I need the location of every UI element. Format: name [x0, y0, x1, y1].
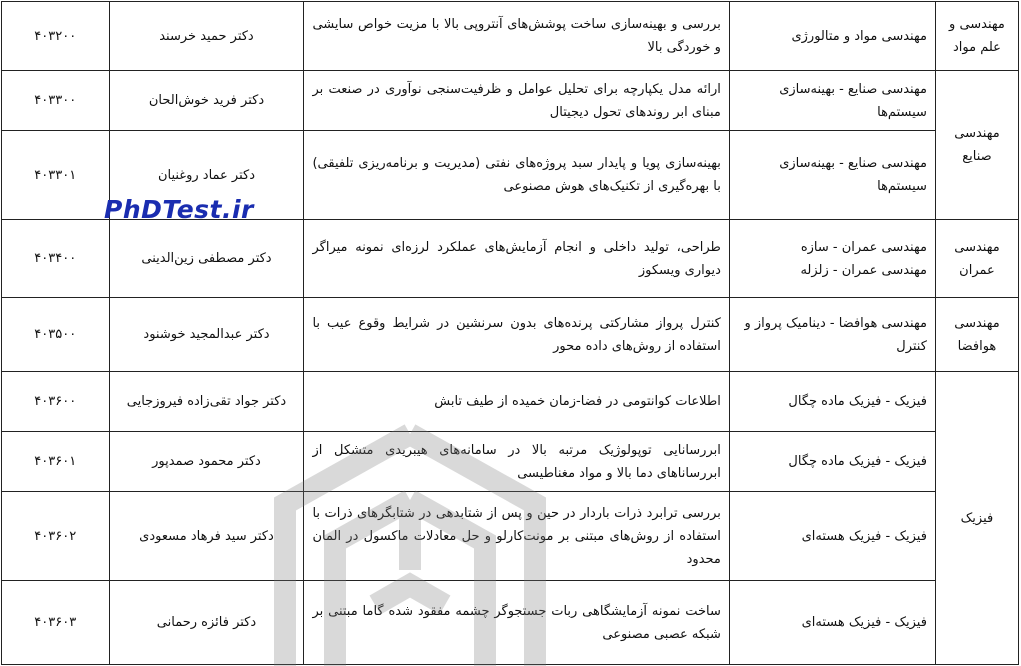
specialty-cell: مهندسی صنایع - بهینه‌سازی سیستم‌ها: [729, 71, 935, 131]
table-row: [2, 131, 1019, 220]
supervisor-cell: دکتر فرید خوش‌الحان: [109, 71, 304, 131]
supervisor-cell: دکتر عبدالمجید خوشنود: [109, 298, 304, 372]
code-cell: ۴۰۳۳۰۰: [2, 71, 110, 131]
title-cell: ساخت نمونه آزمایشگاهی ربات جستجوگر چشمه مفقود شده گاما مبتنی بر شبکه عصبی مصنوعی: [304, 581, 729, 665]
table-row: [2, 432, 1019, 492]
supervisor-cell: دکتر محمود صمدپور: [109, 432, 304, 492]
field-cell: فیزیک: [935, 372, 1018, 665]
field-cell: مهندسی و علم مواد: [935, 2, 1018, 71]
supervisor-cell: دکتر مصطفی زین‌الدینی: [109, 220, 304, 298]
specialty-cell: فیزیک - فیزیک هسته‌ای: [729, 492, 935, 581]
watermark-brand-text: PhDTest.ir: [104, 195, 254, 224]
title-cell: ارائه مدل یکپارچه برای تحلیل عوامل و ظرفیت‌سنجی نوآوری در صنعت بر مبنای ابر روندهای تحول دیجیتال: [304, 71, 729, 131]
code-cell: ۴۰۳۶۰۰: [2, 372, 110, 432]
code-cell: ۴۰۳۲۰۰: [2, 2, 110, 71]
supervisor-cell: دکتر عماد روغنیان: [109, 131, 304, 220]
table-row: [2, 581, 1019, 665]
supervisor-cell: دکتر جواد تقی‌زاده فیروزجایی: [109, 372, 304, 432]
supervisor-cell: دکتر سید فرهاد مسعودی: [109, 492, 304, 581]
specialty-cell: مهندسی هوافضا - دینامیک پرواز و کنترل: [729, 298, 935, 372]
positions-table: [1, 1, 1019, 665]
table-row: [2, 220, 1019, 298]
supervisor-cell: دکتر حمید خرسند: [109, 2, 304, 71]
title-cell: بهینه‌سازی پویا و پایدار سبد پروژه‌های نفتی (مدیریت و برنامه‌ریزی تلفیقی) با بهره‌گیری از تکنیک‌های هوش مصنوعی: [304, 131, 729, 220]
code-cell: ۴۰۳۶۰۳: [2, 581, 110, 665]
supervisor-cell: دکتر فائزه رحمانی: [109, 581, 304, 665]
field-cell: مهندسی عمران: [935, 220, 1018, 298]
title-cell: طراحی، تولید داخلی و انجام آزمایش‌های عملکرد لرزه‌ای نمونه میراگر دیواری ویسکوز: [304, 220, 729, 298]
specialty-cell: فیزیک - فیزیک ماده چگال: [729, 432, 935, 492]
field-cell: مهندسی هوافضا: [935, 298, 1018, 372]
table-row: [2, 492, 1019, 581]
specialty-cell: مهندسی صنایع - بهینه‌سازی سیستم‌ها: [729, 131, 935, 220]
specialty-cell: مهندسی مواد و متالورژی: [729, 2, 935, 71]
specialty-cell: مهندسی عمران - سازه مهندسی عمران - زلزله: [729, 220, 935, 298]
code-cell: ۴۰۳۶۰۲: [2, 492, 110, 581]
table-row: [2, 372, 1019, 432]
code-cell: ۴۰۳۶۰۱: [2, 432, 110, 492]
title-cell: کنترل پرواز مشارکتی پرنده‌های بدون سرنشین در شرایط وقوع عیب با استفاده از روش‌های داده محور: [304, 298, 729, 372]
table-row: [2, 71, 1019, 131]
table-row: [2, 298, 1019, 372]
table-row: [2, 2, 1019, 71]
title-cell: بررسی ترابرد ذرات باردار در حین و پس از شتابدهی در شتابگرهای ذرات با استفاده از روش‌های مبتنی بر مونت‌کارلو و حل معادلات ماکسول در المان محدود: [304, 492, 729, 581]
specialty-cell: فیزیک - فیزیک ماده چگال: [729, 372, 935, 432]
field-cell: مهندسی صنایع: [935, 71, 1018, 220]
code-cell: ۴۰۳۵۰۰: [2, 298, 110, 372]
code-cell: ۴۰۳۴۰۰: [2, 220, 110, 298]
title-cell: بررسی و بهینه‌سازی ساخت پوشش‌های آنتروپی بالا با مزیت خواص سایشی و خوردگی بالا: [304, 2, 729, 71]
specialty-cell: فیزیک - فیزیک هسته‌ای: [729, 581, 935, 665]
title-cell: ابررسانایی توپولوژیک مرتبه بالا در سامانه‌های هیبریدی متشکل از ابررساناهای دما بالا و مواد مغناطیسی: [304, 432, 729, 492]
code-cell: ۴۰۳۳۰۱: [2, 131, 110, 220]
title-cell: اطلاعات کوانتومی در فضا-زمان خمیده از طیف تابش: [304, 372, 729, 432]
